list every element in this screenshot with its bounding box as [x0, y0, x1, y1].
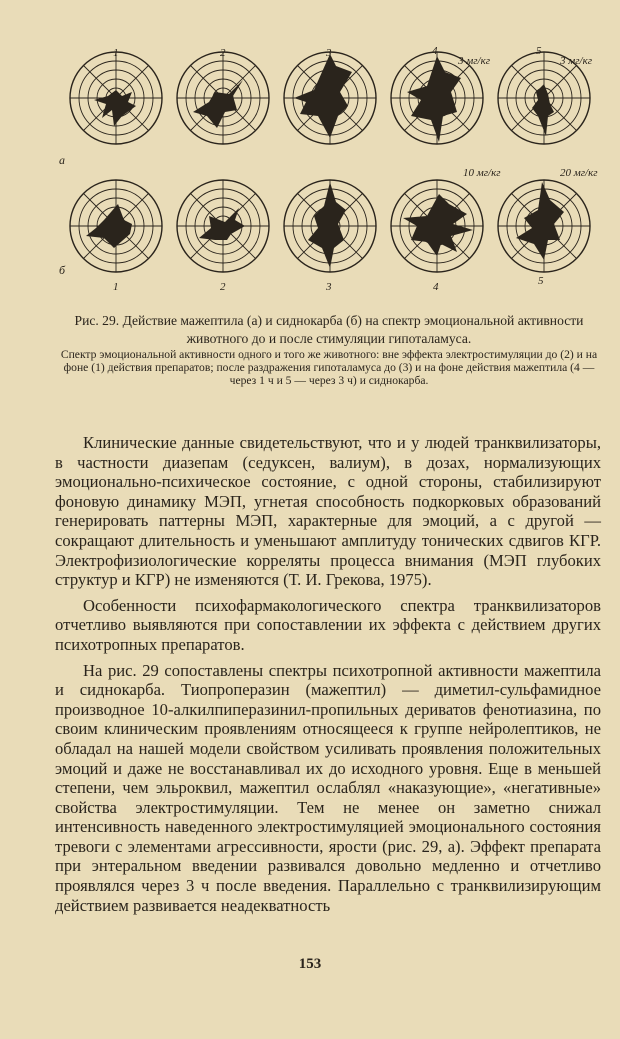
- figure-caption: Рис. 29. Действие мажептила (а) и сиднокарба (б) на спектр эмоциональной активности животного до и после стимуляции гипоталамуса.: [74, 313, 584, 346]
- figure-caption-note: Спектр эмоциональной активности одного и того же животного: вне эффекта электростимуляции до (2) и на фоне (1) действия препаратов; после раздражения гипоталамуса до (3) и на фоне действия мажептила (4 — через 1 ч и 5 — через 3 ч) и сиднокарба.: [60, 348, 598, 388]
- rose-a3: [284, 52, 376, 144]
- row-a-label: а: [59, 153, 65, 167]
- paragraph-1: Клинические данные свидетельствуют, что и у людей транквилизаторы, в частности диазепам (седуксен, валиум), в дозах, нормализующих эмоционально-психическое состояние, с одной стороны, стабилизируют фоновую динамику МЭП, угнетая способность подкорковых образований генерировать паттерны МЭП, характерные для эмоций, а с другой — сокращают длительность и уменьшают амплитуду тонических сдвигов КГР. Электрофизиологические корреляты процесса внимания (МЭП глубоких структур и КГР) не изменяются (Т. И. Грекова, 1975).: [55, 433, 601, 590]
- top-number-2: 2: [220, 47, 226, 59]
- bottom-dose-4: 10 мг/кг: [463, 167, 501, 179]
- body-text: [55, 433, 601, 921]
- top-number-5: 5: [536, 45, 542, 57]
- rose-b3: [284, 180, 376, 272]
- rose-a1: [70, 52, 162, 144]
- rose-b2: [177, 180, 269, 272]
- page-number: 153: [298, 956, 322, 972]
- bottom-number-4: 4: [433, 281, 439, 293]
- rose-b4: [391, 180, 483, 272]
- bottom-number-5: 5: [538, 275, 544, 287]
- bottom-number-3: 3: [326, 281, 332, 293]
- bottom-number-1: 1: [113, 281, 119, 293]
- row-b-label: б: [59, 263, 66, 277]
- paragraph-3: На рис. 29 сопоставлены спектры психотропной активности мажептила и сиднокарба. Тиопроперазин (мажептил) — диметил-сульфамидное производное 10-алкилпиперазинил-пропильных дериватов фенотиазина, по своим клиническим проявлениям относящееся к группе нейролептиков, не обладал на нашей модели свойством усиливать проявления положительных эмоций и даже не восстанавливал их до исходного уровня. Еще в меньшей степени, чем эльроквил, мажептил ослаблял «наказующие», «негативные» свойства электростимуляции. Тем не менее он заметно снижал интенсивность наведенного электростимуляцией эмоционального состояния тревоги с элементами агрессивности, ярости (рис. 29, а). Эффект препарата при энтеральном введении развивался довольно медленно и отчетливо проявлялся через 3 ч после введения. Параллельно с транквилизирующим действием развивается неадекватность: [55, 660, 601, 915]
- bottom-dose-5: 20 мг/кг: [560, 167, 598, 179]
- rose-a2: [177, 52, 269, 144]
- rose-b1: [70, 180, 162, 272]
- bottom-number-2: 2: [220, 281, 226, 293]
- rose-b5: [498, 180, 590, 272]
- top-number-3: 3: [326, 47, 332, 59]
- figure-29: [60, 40, 605, 295]
- top-dose-5: 3 мг/кг: [560, 55, 593, 67]
- top-number-1: 1: [113, 47, 119, 59]
- top-dose-4: 3 мг/кг: [458, 55, 491, 67]
- paragraph-2: Особенности психофармакологического спектра транквилизаторов отчетливо выявляются при сопоставлении их эффекта с действием других психотропных препаратов.: [55, 595, 601, 654]
- top-number-4: 4: [432, 45, 438, 57]
